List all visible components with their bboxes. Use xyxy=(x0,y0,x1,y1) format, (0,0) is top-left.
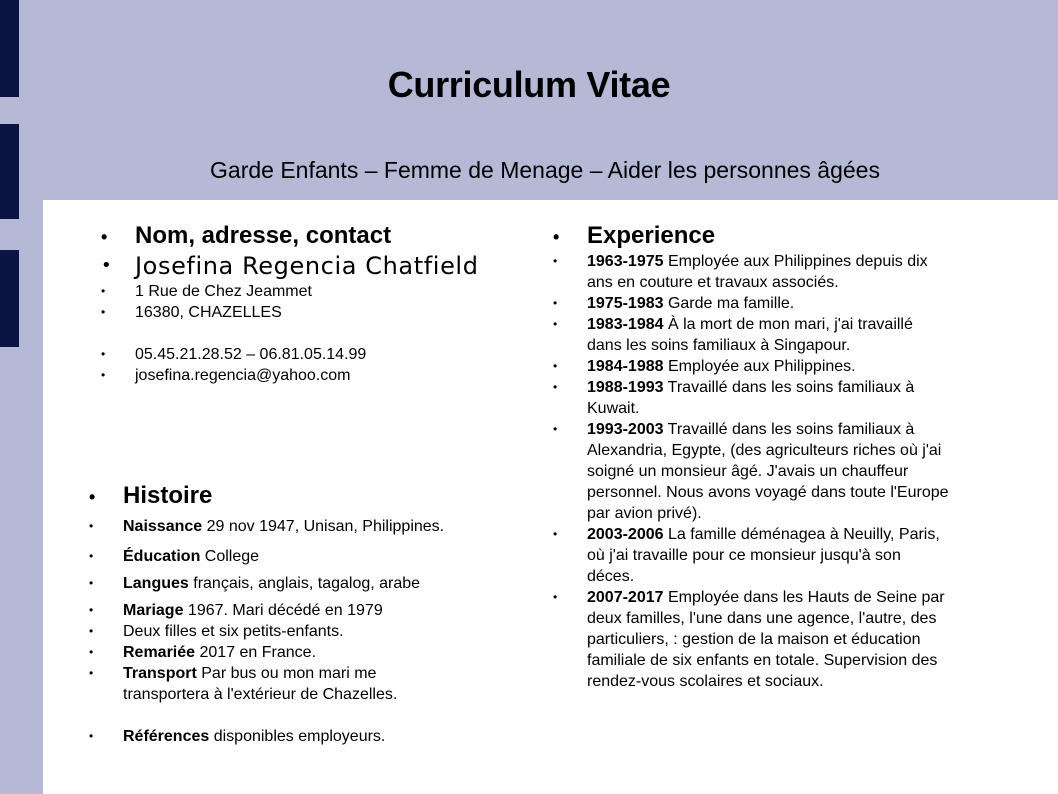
experience-item xyxy=(550,356,950,377)
histoire-mariage-label: Mariage xyxy=(123,602,184,619)
experience-years: 1988-1993 xyxy=(587,379,664,396)
experience-item xyxy=(550,251,950,293)
histoire-transport xyxy=(86,663,463,705)
experience-text: La famille déménagea à Neuilly, Paris, où j'ai travaille pour ce monsieur jusqu'à son déces. xyxy=(587,526,940,585)
histoire-heading: • Histoire xyxy=(86,481,526,511)
contact-phones: • 05.45.21.28.52 – 06.81.05.14.99 xyxy=(98,344,538,365)
experience-years: 1984-1988 xyxy=(587,358,664,375)
page-subtitle: Garde Enfants – Femme de Menage – Aider les personnes âgées xyxy=(210,157,880,183)
histoire-remariee-value: 2017 en France. xyxy=(195,644,317,661)
contact-address-line1: • 1 Rue de Chez Jeammet xyxy=(98,281,538,302)
contact-email: • josefina.regencia@yahoo.com xyxy=(98,365,538,386)
experience-item xyxy=(550,293,950,314)
histoire-langues-label: Langues xyxy=(123,575,189,592)
experience-item xyxy=(550,314,950,356)
experience-text: À la mort de mon mari, j'ai travaillé dans les soins familiaux à Singapour. xyxy=(587,316,913,354)
histoire-transport-value: Par bus ou mon mari me transportera à l'extérieur de Chazelles. xyxy=(123,665,398,703)
histoire-naissance-label: Naissance xyxy=(123,518,203,535)
experience-item xyxy=(550,377,950,419)
histoire-education-value: College xyxy=(200,548,260,565)
histoire-enfants: • Deux filles et six petits-enfants. xyxy=(86,621,526,642)
experience-text: Travaillé dans les soins familiaux à Alexandria, Egypte, (des agriculteurs riches où j'ai soigné un monsieur âgé. J'avais un chauffeur personnel. Nous avons voyagé dans toute l'Europe par avion privé). xyxy=(587,421,949,522)
experience-text: Employée dans les Hauts de Seine par deux familles, l'une dans une agence, l'autre, des particuliers, : gestion de la maison et éducation familiale de six enfants en totale. Supervision des rendez-vous scolaires et sociaux. xyxy=(587,589,945,690)
histoire-langues xyxy=(86,573,526,594)
contact-heading: • Nom, adresse, contact xyxy=(98,221,538,251)
page-title: Curriculum Vitae xyxy=(387,64,671,105)
contact-section xyxy=(98,221,538,386)
histoire-transport-label: Transport xyxy=(123,665,197,682)
experience-years: 1975-1983 xyxy=(587,295,664,312)
histoire-remariee-label: Remariée xyxy=(123,644,196,661)
histoire-references xyxy=(86,726,526,747)
experience-item xyxy=(550,524,950,587)
histoire-naissance xyxy=(86,516,526,537)
histoire-langues-value: français, anglais, tagalog, arabe xyxy=(188,575,421,592)
histoire-naissance-value: 29 nov 1947, Unisan, Philippines. xyxy=(202,518,445,535)
contact-name: • Josefina Regencia Chatfield xyxy=(98,251,538,281)
experience-text: Employée aux Philippines depuis dix ans en couture et travaux associés. xyxy=(587,253,928,291)
experience-item xyxy=(550,587,950,692)
histoire-mariage xyxy=(86,600,526,621)
experience-item xyxy=(550,419,950,524)
decor-bar-bottom xyxy=(0,250,19,347)
histoire-education xyxy=(86,546,526,567)
experience-heading: • Experience xyxy=(550,221,950,251)
histoire-references-value: disponibles employeurs. xyxy=(209,728,386,745)
experience-years: 1983-1984 xyxy=(587,316,664,333)
histoire-remariee xyxy=(86,642,526,663)
contact-address-line2: • 16380, CHAZELLES xyxy=(98,302,538,323)
histoire-education-label: Éducation xyxy=(123,548,201,565)
experience-section xyxy=(550,221,990,692)
experience-text: Travaillé dans les soins familiaux à Kuwait. xyxy=(587,379,915,417)
histoire-section xyxy=(86,481,526,747)
histoire-mariage-value: 1967. Mari décédé en 1979 xyxy=(183,602,383,619)
histoire-references-label: Références xyxy=(123,728,210,745)
experience-text: Employée aux Philippines. xyxy=(663,358,856,375)
experience-years: 2007-2017 xyxy=(587,589,664,606)
experience-years: 2003-2006 xyxy=(587,526,664,543)
experience-years: 1963-1975 xyxy=(587,253,664,270)
experience-text: Garde ma famille. xyxy=(663,295,795,312)
experience-years: 1993-2003 xyxy=(587,421,664,438)
